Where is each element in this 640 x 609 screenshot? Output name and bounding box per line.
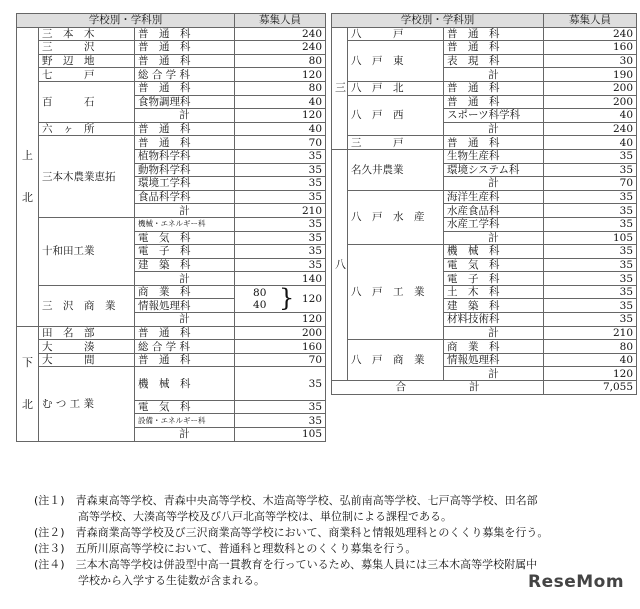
table-row xyxy=(332,245,637,259)
department-name: 普 通 科 xyxy=(444,136,544,150)
header-row xyxy=(332,14,637,28)
table-row xyxy=(332,81,637,95)
capacity-value: 240 xyxy=(235,41,326,55)
department-name: 環境システム科 xyxy=(444,163,544,177)
capacity-value: 80 xyxy=(235,54,326,68)
table-row xyxy=(332,190,637,204)
split-value: 40 xyxy=(253,299,267,312)
table-row xyxy=(17,54,326,68)
department-name: 電 気 科 xyxy=(135,400,235,414)
region-char: 北 xyxy=(22,190,33,204)
capacity-value: 35 xyxy=(544,313,637,327)
school-name: 名久井農業 xyxy=(348,149,444,190)
department-name: 商 業 科 xyxy=(444,340,544,354)
capacity-value: 35 xyxy=(235,414,326,428)
school-name: 六 ヶ 所 xyxy=(39,122,135,136)
subtotal-label: 計 xyxy=(444,68,544,82)
department-name: 普 通 科 xyxy=(135,54,235,68)
school-name: 三 戸 xyxy=(348,136,444,150)
capacity-value: 35 xyxy=(544,149,637,163)
capacity-value: 190 xyxy=(544,68,637,82)
capacity-value: 200 xyxy=(544,81,637,95)
school-name: 八 戸 西 xyxy=(348,95,444,136)
note-line: (注４) 三本木高等学校は併設型中高一貫教育を行っているため、募集人員には三本木高等学校附属中 xyxy=(34,558,538,571)
capacity-value: 35 xyxy=(235,258,326,272)
school-name: 七 戸 xyxy=(39,68,135,82)
subtotal-label: 計 xyxy=(444,122,544,136)
department-name: 商 業 科 xyxy=(135,285,235,299)
school-name: 田 名 部 xyxy=(39,326,135,340)
department-name: 表 現 科 xyxy=(444,54,544,68)
region-label xyxy=(332,149,348,380)
region-label xyxy=(332,27,348,149)
capacity-value: 200 xyxy=(235,326,326,340)
department-name: 食物調理科 xyxy=(135,95,235,109)
capacity-value: 120 xyxy=(235,109,326,123)
capacity-value: 40 xyxy=(544,136,637,150)
capacity-value: 35 xyxy=(544,163,637,177)
school-name: 野 辺 地 xyxy=(39,54,135,68)
capacity-value: 40 xyxy=(544,353,637,367)
table-row xyxy=(332,41,637,55)
table-row xyxy=(332,27,637,41)
capacity-value: 120 xyxy=(235,313,326,327)
department-name: 普 通 科 xyxy=(444,95,544,109)
capacity-value: 105 xyxy=(235,428,326,442)
department-name: 植物科学科 xyxy=(135,149,235,163)
school-dept-header: 学校別・学科別 xyxy=(332,14,544,28)
department-name: 総 合 学 科 xyxy=(135,340,235,354)
capacity-value: 80 xyxy=(235,81,326,95)
region-char: 八 xyxy=(335,257,346,271)
region-char: 上 xyxy=(22,148,33,162)
department-name: 普 通 科 xyxy=(444,81,544,95)
capacity-value: 35 xyxy=(544,299,637,313)
capacity-value: 240 xyxy=(544,27,637,41)
subtotal-label: 計 xyxy=(135,204,235,218)
capacity-value: 160 xyxy=(544,41,637,55)
right-capacity-table xyxy=(331,13,637,395)
department-name: 普 通 科 xyxy=(135,136,235,150)
table-row xyxy=(17,340,326,354)
capacity-value: 40 xyxy=(235,95,326,109)
capacity-value: 40 xyxy=(544,109,637,123)
department-name: 建 築 科 xyxy=(444,299,544,313)
department-name: 普 通 科 xyxy=(135,326,235,340)
school-name: 三 沢 商 業 xyxy=(39,285,135,326)
capacity-value: 105 xyxy=(544,231,637,245)
school-name: 三本木農業恵拓 xyxy=(39,136,135,218)
department-name: 情報処理科 xyxy=(135,299,235,313)
combined-value: 120 xyxy=(301,292,323,305)
school-name: 八 戸 水 産 xyxy=(348,190,444,244)
table-row xyxy=(17,27,326,41)
school-name: 大 間 xyxy=(39,353,135,367)
department-name: 電 気 科 xyxy=(135,231,235,245)
combined-capacity xyxy=(235,285,326,312)
capacity-value: 35 xyxy=(235,400,326,414)
department-name: 普 通 科 xyxy=(135,41,235,55)
capacity-value: 35 xyxy=(235,217,326,231)
grand-total-value: 7,055 xyxy=(544,381,637,395)
table-row xyxy=(17,326,326,340)
school-name: 十和田工業 xyxy=(39,217,135,285)
table-row xyxy=(17,367,326,400)
department-name: 設備・エネルギー科 xyxy=(135,414,235,428)
capacity-value: 120 xyxy=(544,367,637,381)
department-name: 建 築 科 xyxy=(135,258,235,272)
department-name: 普 通 科 xyxy=(444,41,544,55)
capacity-value: 35 xyxy=(544,204,637,218)
subtotal-label: 計 xyxy=(444,326,544,340)
subtotal-label: 計 xyxy=(135,313,235,327)
capacity-value: 35 xyxy=(544,190,637,204)
department-name: 機械・エネルギー科 xyxy=(135,217,235,231)
capacity-value: 140 xyxy=(235,272,326,286)
department-name: 海洋生産科 xyxy=(444,190,544,204)
split-values xyxy=(253,287,266,312)
school-name: 三 本 木 xyxy=(39,27,135,41)
school-name: 八 戸 商 業 xyxy=(348,340,444,381)
capacity-value: 200 xyxy=(544,95,637,109)
region-label xyxy=(17,326,39,441)
subtotal-label: 計 xyxy=(135,428,235,442)
table-row xyxy=(17,353,326,367)
table-row xyxy=(332,149,637,163)
header-row xyxy=(17,14,326,28)
capacity-value: 40 xyxy=(235,122,326,136)
capacity-value: 35 xyxy=(544,258,637,272)
school-dept-header: 学校別・学科別 xyxy=(17,14,235,28)
split-value: 80 xyxy=(253,286,267,299)
table-row xyxy=(17,136,326,150)
department-name: 環境工学科 xyxy=(135,177,235,191)
table-row xyxy=(332,95,637,109)
capacity-value: 35 xyxy=(235,163,326,177)
department-name: 機 械 科 xyxy=(444,245,544,259)
department-name: 水産食品科 xyxy=(444,204,544,218)
capacity-value: 35 xyxy=(235,367,326,400)
capacity-value: 210 xyxy=(235,204,326,218)
school-name: む つ 工 業 xyxy=(39,367,135,441)
capacity-value: 210 xyxy=(544,326,637,340)
capacity-value: 240 xyxy=(235,27,326,41)
note-line: (注３) 五所川原高等学校において、普通科と理数科とのくくり募集を行う。 xyxy=(34,542,417,555)
department-name: 水産工学科 xyxy=(444,217,544,231)
department-name: 情報処理科 xyxy=(444,353,544,367)
capacity-header: 募集人員 xyxy=(235,14,326,28)
department-name: 生物生産科 xyxy=(444,149,544,163)
school-name: 三 沢 xyxy=(39,41,135,55)
capacity-value: 35 xyxy=(544,272,637,286)
region-char: 下 xyxy=(22,355,33,369)
capacity-value: 35 xyxy=(544,217,637,231)
region-char: 北 xyxy=(22,397,33,411)
capacity-value: 70 xyxy=(544,177,637,191)
department-name: 土 木 科 xyxy=(444,285,544,299)
department-name: 普 通 科 xyxy=(135,353,235,367)
table-row xyxy=(17,285,326,299)
subtotal-label: 計 xyxy=(444,367,544,381)
table-row xyxy=(17,122,326,136)
department-name: 普 通 科 xyxy=(135,81,235,95)
table-row xyxy=(17,81,326,95)
brace-icon: } xyxy=(279,285,295,312)
table-row xyxy=(332,340,637,354)
department-name: 動物科学科 xyxy=(135,163,235,177)
department-name: 普 通 科 xyxy=(135,27,235,41)
table-row xyxy=(17,217,326,231)
capacity-value: 35 xyxy=(235,245,326,259)
capacity-value: 70 xyxy=(235,136,326,150)
resemom-logo: ReseMom xyxy=(528,572,625,592)
capacity-value: 35 xyxy=(235,231,326,245)
school-name: 大 湊 xyxy=(39,340,135,354)
note-line: (注１) 青森東高等学校、青森中央高等学校、木造高等学校、弘前南高等学校、七戸高等学校、田名部 xyxy=(34,494,538,507)
subtotal-label: 計 xyxy=(444,231,544,245)
capacity-value: 160 xyxy=(235,340,326,354)
capacity-value: 240 xyxy=(544,122,637,136)
table-row xyxy=(17,41,326,55)
department-name: 総 合 学 科 xyxy=(135,68,235,82)
department-name: 電 子 科 xyxy=(444,272,544,286)
table-row xyxy=(332,136,637,150)
region-label xyxy=(17,27,39,326)
capacity-value: 80 xyxy=(544,340,637,354)
subtotal-label: 計 xyxy=(135,272,235,286)
table-row xyxy=(17,68,326,82)
note-line: 学校から入学する生徒数が含まれる。 xyxy=(34,574,265,587)
capacity-value: 35 xyxy=(544,285,637,299)
note-line: 高等学校、大湊高等学校及び八戸北高等学校は、単位制による課程である。 xyxy=(34,510,452,523)
note-line: (注２) 青森商業高等学校及び三沢商業高等学校において、商業科と情報処理科とのくくり募集を行う。 xyxy=(34,526,549,539)
school-name: 八 戸 北 xyxy=(348,81,444,95)
capacity-value: 35 xyxy=(544,245,637,259)
school-name: 八 戸 xyxy=(348,27,444,41)
department-name: スポーツ科学科 xyxy=(444,109,544,123)
grand-total-row xyxy=(332,381,637,395)
capacity-value: 70 xyxy=(235,353,326,367)
capacity-value: 120 xyxy=(235,68,326,82)
school-name: 百 石 xyxy=(39,81,135,122)
department-name: 普 通 科 xyxy=(135,122,235,136)
capacity-value: 35 xyxy=(235,149,326,163)
department-name: 電 子 科 xyxy=(135,245,235,259)
subtotal-label: 計 xyxy=(444,177,544,191)
grand-total-label: 合 計 xyxy=(332,381,544,395)
capacity-value: 35 xyxy=(235,177,326,191)
department-name: 材料技術科 xyxy=(444,313,544,327)
department-name: 電 気 科 xyxy=(444,258,544,272)
notes-section xyxy=(34,493,548,589)
capacity-value: 30 xyxy=(544,54,637,68)
subtotal-label: 計 xyxy=(135,109,235,123)
capacity-header: 募集人員 xyxy=(544,14,637,28)
school-name: 八 戸 東 xyxy=(348,41,444,82)
left-capacity-table xyxy=(16,13,326,442)
department-name: 普 通 科 xyxy=(444,27,544,41)
department-name: 食品科学科 xyxy=(135,190,235,204)
department-name: 機 械 科 xyxy=(135,367,235,400)
capacity-value: 35 xyxy=(235,190,326,204)
school-name: 八 戸 工 業 xyxy=(348,245,444,340)
region-char: 三 xyxy=(335,81,346,95)
